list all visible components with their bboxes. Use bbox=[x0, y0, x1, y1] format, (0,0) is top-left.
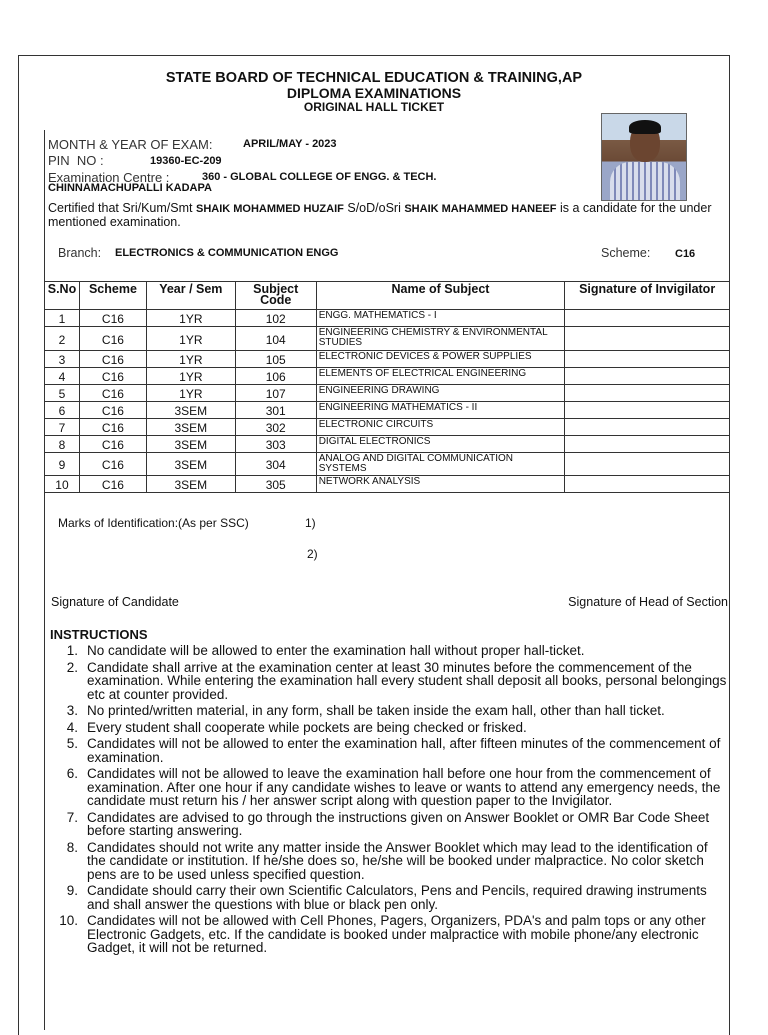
cell-scheme: C16 bbox=[79, 436, 146, 453]
month-value: APRIL/MAY - 2023 bbox=[243, 138, 337, 150]
instruction-item bbox=[50, 661, 730, 702]
cell-sno: 7 bbox=[45, 419, 80, 436]
instructions-title: INSTRUCTIONS bbox=[50, 627, 148, 642]
scheme-value: C16 bbox=[675, 248, 696, 260]
instruction-number: 6. bbox=[66, 766, 78, 781]
table-row bbox=[45, 310, 730, 327]
instructions-list bbox=[50, 644, 730, 955]
instruction-number: 4. bbox=[66, 719, 78, 735]
instruction-item bbox=[50, 841, 730, 882]
cell-scheme: C16 bbox=[79, 402, 146, 419]
cell-subject-name: ELEMENTS OF ELECTRICAL ENGINEERING bbox=[316, 368, 565, 385]
instruction-number: 2. bbox=[66, 659, 78, 675]
cell-subject-name: ENGINEERING CHEMISTRY & ENVIRONMENTAL STUDIES bbox=[316, 327, 565, 351]
col-subject-code: Subject Code bbox=[235, 282, 316, 310]
instruction-item bbox=[50, 767, 730, 808]
cell-scheme: C16 bbox=[79, 351, 146, 368]
instruction-item bbox=[50, 644, 730, 658]
cell-subject-name: NETWORK ANALYSIS bbox=[316, 476, 565, 493]
centre-label: Examination Centre : bbox=[48, 170, 170, 185]
cell-subject-code: 304 bbox=[235, 453, 316, 476]
cell-invigilator-signature bbox=[565, 436, 730, 453]
cell-invigilator-signature bbox=[565, 453, 730, 476]
col-sno: S.No bbox=[45, 282, 80, 310]
col-invigilator-signature: Signature of Invigilator bbox=[565, 282, 730, 310]
col-year-sem: Year / Sem bbox=[146, 282, 235, 310]
cell-sno: 2 bbox=[45, 327, 80, 351]
pin-label: PIN NO : bbox=[48, 153, 104, 168]
cell-subject-code: 302 bbox=[235, 419, 316, 436]
cell-sno: 3 bbox=[45, 351, 80, 368]
cell-year-sem: 3SEM bbox=[146, 476, 235, 493]
cell-invigilator-signature bbox=[565, 327, 730, 351]
cell-year-sem: 1YR bbox=[146, 368, 235, 385]
candidate-signature-label: Signature of Candidate bbox=[51, 595, 179, 609]
instructions bbox=[50, 627, 730, 958]
table-header bbox=[45, 282, 730, 310]
parent-name: SHAIK MAHAMMED HANEEF bbox=[404, 203, 557, 215]
instruction-text: Candidates will not be allowed to leave the examination hall before one hour from the commencement of examination. After one hour if any candidate wishes to leave or wants to attend any emergency needs, the candidate must return his / her answer script along with question paper to the Invigilator. bbox=[87, 766, 721, 808]
instruction-text: Candidates are advised to go through the instructions given on Answer Booklet or OMR Bar Code Sheet before starting answering. bbox=[87, 809, 710, 838]
cell-subject-code: 301 bbox=[235, 402, 316, 419]
table-row bbox=[45, 327, 730, 351]
cell-subject-code: 107 bbox=[235, 385, 316, 402]
cell-scheme: C16 bbox=[79, 419, 146, 436]
cell-invigilator-signature bbox=[565, 368, 730, 385]
month-label: MONTH & YEAR OF EXAM: bbox=[48, 137, 213, 152]
cell-subject-code: 303 bbox=[235, 436, 316, 453]
table-row bbox=[45, 368, 730, 385]
cell-scheme: C16 bbox=[79, 476, 146, 493]
cell-year-sem: 1YR bbox=[146, 385, 235, 402]
instruction-number: 9. bbox=[66, 883, 78, 898]
cell-scheme: C16 bbox=[79, 453, 146, 476]
instruction-number: 1. bbox=[66, 643, 78, 658]
instruction-number: 10. bbox=[59, 913, 78, 928]
cell-subject-code: 102 bbox=[235, 310, 316, 327]
cell-invigilator-signature bbox=[565, 385, 730, 402]
cell-subject-name: ANALOG AND DIGITAL COMMUNICATION SYSTEMS bbox=[316, 453, 565, 476]
table-row bbox=[45, 385, 730, 402]
cell-invigilator-signature bbox=[565, 419, 730, 436]
cell-year-sem: 1YR bbox=[146, 310, 235, 327]
cell-sno: 6 bbox=[45, 402, 80, 419]
cell-subject-code: 106 bbox=[235, 368, 316, 385]
table-row bbox=[45, 402, 730, 419]
cell-sno: 10 bbox=[45, 476, 80, 493]
cell-sno: 9 bbox=[45, 453, 80, 476]
instruction-item bbox=[50, 914, 730, 955]
cert-prefix: Certified that Sri/Kum/Smt bbox=[48, 201, 193, 215]
instruction-number: 3. bbox=[66, 703, 78, 718]
table-row bbox=[45, 453, 730, 476]
marks-two: 2) bbox=[307, 547, 318, 561]
instruction-number: 5. bbox=[66, 736, 78, 751]
instruction-text: Candidates will not be allowed with Cell Phones, Pagers, Organizers, PDA's and palm tops or any other Electronic Gadgets, etc. If the candidate is booked under malpractice with mobile phone/any electronic Gadget, it will not be returned. bbox=[87, 913, 706, 955]
marks-one: 1) bbox=[305, 516, 316, 530]
candidate-name: SHAIK MOHAMMED HUZAIF bbox=[195, 203, 344, 215]
cell-sno: 5 bbox=[45, 385, 80, 402]
instruction-text: Candidates will not be allowed to enter the examination hall, after fifteen minutes of the commencement of examination. bbox=[87, 736, 721, 765]
cell-scheme: C16 bbox=[79, 310, 146, 327]
col-subject-name: Name of Subject bbox=[316, 282, 565, 310]
cell-sno: 8 bbox=[45, 436, 80, 453]
cell-sno: 4 bbox=[45, 368, 80, 385]
exam-title: DIPLOMA EXAMINATIONS bbox=[286, 85, 462, 101]
cell-year-sem: 1YR bbox=[146, 351, 235, 368]
head-signature-label: Signature of Head of Section bbox=[568, 595, 728, 609]
cert-mid: S/oD/oSri bbox=[347, 201, 401, 215]
table-row bbox=[45, 419, 730, 436]
marks-label: Marks of Identification:(As per SSC) bbox=[58, 516, 249, 530]
table-row bbox=[45, 351, 730, 368]
table-row bbox=[45, 436, 730, 453]
cell-year-sem: 3SEM bbox=[146, 436, 235, 453]
instruction-text: Candidate shall arrive at the examination center at least 30 minutes before the commencement of the examination. While entering the examination hall every student shall deposit all books, personal belongings etc at counter provided. bbox=[87, 659, 727, 702]
certification-text bbox=[48, 202, 718, 229]
cell-year-sem: 3SEM bbox=[146, 402, 235, 419]
left-rule bbox=[44, 130, 45, 1030]
instruction-item bbox=[50, 884, 730, 911]
cell-subject-name: ENGINEERING MATHEMATICS - II bbox=[316, 402, 565, 419]
cell-sno: 1 bbox=[45, 310, 80, 327]
cell-subject-name: DIGITAL ELECTRONICS bbox=[316, 436, 565, 453]
cell-subject-code: 105 bbox=[235, 351, 316, 368]
pin-value: 19360-EC-209 bbox=[150, 155, 222, 167]
cell-subject-code: 104 bbox=[235, 327, 316, 351]
ticket-title: ORIGINAL HALL TICKET bbox=[303, 100, 445, 114]
centre-value: 360 - GLOBAL COLLEGE OF ENGG. & TECH. bbox=[202, 171, 437, 183]
instruction-text: Every student shall cooperate while pockets are being checked or frisked. bbox=[87, 719, 527, 735]
branch-label: Branch: bbox=[58, 246, 102, 260]
cell-year-sem: 1YR bbox=[146, 327, 235, 351]
branch-value: ELECTRONICS & COMMUNICATION ENGG bbox=[115, 247, 339, 259]
cell-year-sem: 3SEM bbox=[146, 419, 235, 436]
instruction-item bbox=[50, 737, 730, 764]
cell-subject-name: ELECTRONIC DEVICES & POWER SUPPLIES bbox=[316, 351, 565, 368]
cell-scheme: C16 bbox=[79, 368, 146, 385]
subjects-table bbox=[44, 281, 730, 493]
cell-year-sem: 3SEM bbox=[146, 453, 235, 476]
col-scheme: Scheme bbox=[79, 282, 146, 310]
cell-subject-code: 305 bbox=[235, 476, 316, 493]
candidate-photo bbox=[601, 113, 687, 201]
board-title: STATE BOARD OF TECHNICAL EDUCATION & TRAINING,AP bbox=[165, 70, 583, 86]
instruction-item bbox=[50, 811, 730, 838]
instruction-text: Candidate should carry their own Scientific Calculators, Pens and Pencils, required drawing instruments and shall answer the questions with blue or black pen only. bbox=[87, 883, 707, 912]
cell-subject-name: ELECTRONIC CIRCUITS bbox=[316, 419, 565, 436]
instruction-text: Candidates should not write any matter inside the Answer Booklet which may lead to the identification of the candidate or institution. If he/she does so, he/she will be booked under malpractice. No color sketch pens are to be used unless specified question. bbox=[87, 839, 708, 882]
instruction-number: 7. bbox=[66, 809, 78, 825]
cell-invigilator-signature bbox=[565, 402, 730, 419]
cell-subject-name: ENGG. MATHEMATICS - I bbox=[316, 310, 565, 327]
cell-invigilator-signature bbox=[565, 310, 730, 327]
cell-scheme: C16 bbox=[79, 327, 146, 351]
cell-scheme: C16 bbox=[79, 385, 146, 402]
instruction-text: No printed/written material, in any form, shall be taken inside the exam hall, other than hall ticket. bbox=[87, 703, 665, 718]
cell-invigilator-signature bbox=[565, 476, 730, 493]
instruction-item bbox=[50, 721, 730, 735]
cell-invigilator-signature bbox=[565, 351, 730, 368]
centre-location: CHINNAMACHUPALLI KADAPA bbox=[48, 182, 212, 194]
instruction-item bbox=[50, 704, 730, 718]
scheme-label: Scheme: bbox=[601, 246, 651, 260]
cell-subject-name: ENGINEERING DRAWING bbox=[316, 385, 565, 402]
cert-suffix: is a candidate for the under mentioned examination. bbox=[48, 201, 712, 229]
table-row bbox=[45, 476, 730, 493]
instruction-text: No candidate will be allowed to enter the examination hall without proper hall-ticket. bbox=[87, 643, 585, 658]
instruction-number: 8. bbox=[66, 839, 78, 855]
